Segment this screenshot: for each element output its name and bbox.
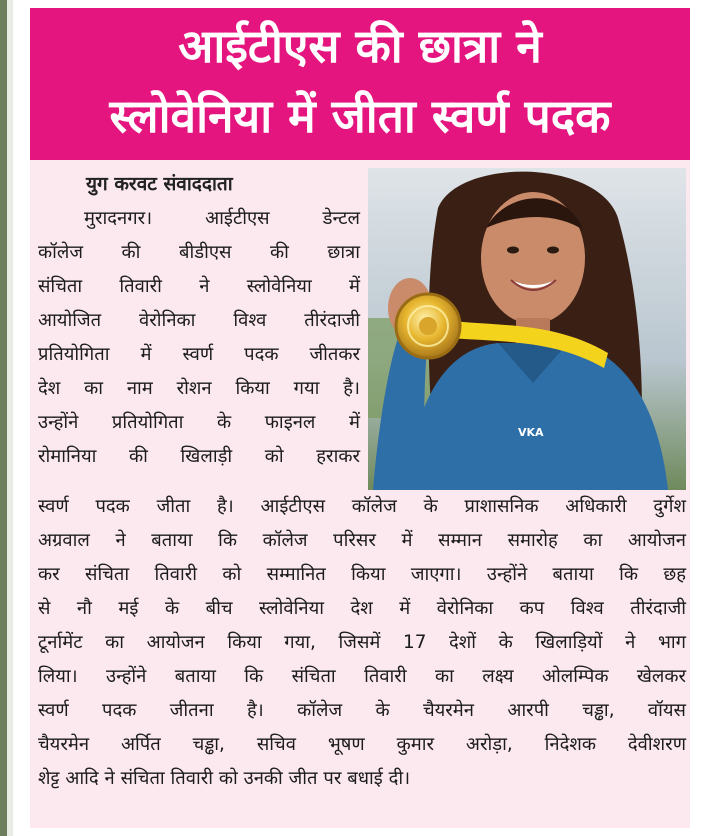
body-line: देश का नाम रोशन किया गया है। [38,378,360,399]
article-photo [368,168,686,490]
body-line: अग्रवाल ने बताया कि कॉलेज परिसर में सम्मान समारोह का आयोजन [38,530,686,551]
headline-line-2: स्लोवेनिया में जीता स्वर्ण पदक [109,89,611,143]
body-line: कॉलेज की बीडीएस की छात्रा [38,242,360,263]
background-edge [0,0,7,836]
background-edge-light [7,0,13,836]
byline: युग करवट संवाददाता [86,173,233,195]
headline-line-1: आईटीएस की छात्रा ने [178,19,542,73]
headline-banner [30,8,690,160]
background-edge-right [705,0,719,836]
athlete-with-medal-illustration [368,168,686,490]
body-line: रोमानिया की खिलाड़ी को हराकर [38,446,360,467]
body-line: कर संचिता तिवारी को सम्मानित किया जाएगा। उन्होंने बताया कि छह [38,564,686,585]
jersey-text: VKA [518,426,544,439]
body-line: टूर्नामेंट का आयोजन किया गया, जिसमें 17 देशों के खिलाड़ियों ने भाग [38,632,686,653]
body-line: से नौ मई के बीच स्लोवेनिया देश में वेरोनिका कप विश्व तीरंदाजी [38,598,686,619]
article-full-width-text [38,490,686,796]
body-line: शेट्ट आदि ने संचिता तिवारी को उनकी जीत पर बधाई दी। [38,768,411,789]
body-line: स्वर्ण पदक जीतना है। कॉलेज के चैयरमेन आरपी चड्ढा, वॉयस [38,700,686,721]
body-line: चैयरमेन अर्पित चड्ढा, सचिव भूषण कुमार अरोड़ा, निदेशक देवीशरण [38,734,686,755]
body-line: मुरादनगर। आईटीएस डेन्टल [84,208,360,229]
body-line: प्रतियोगिता में स्वर्ण पदक जीतकर [38,344,360,365]
article-column-text [38,202,360,474]
body-line: उन्होंने प्रतियोगिता के फाइनल में [38,412,360,433]
newspaper-clipping [30,8,690,828]
body-line: आयोजित वेरोनिका विश्व तीरंदाजी [38,310,360,331]
body-line: स्वर्ण पदक जीता है। आईटीएस कॉलेज के प्राशासनिक अधिकारी दुर्गेश [38,496,686,517]
body-line: लिया। उन्होंने बताया कि संचिता तिवारी का लक्ष्य ओलम्पिक खेलकर [38,666,686,687]
body-line: संचिता तिवारी ने स्लोवेनिया में [38,276,360,297]
